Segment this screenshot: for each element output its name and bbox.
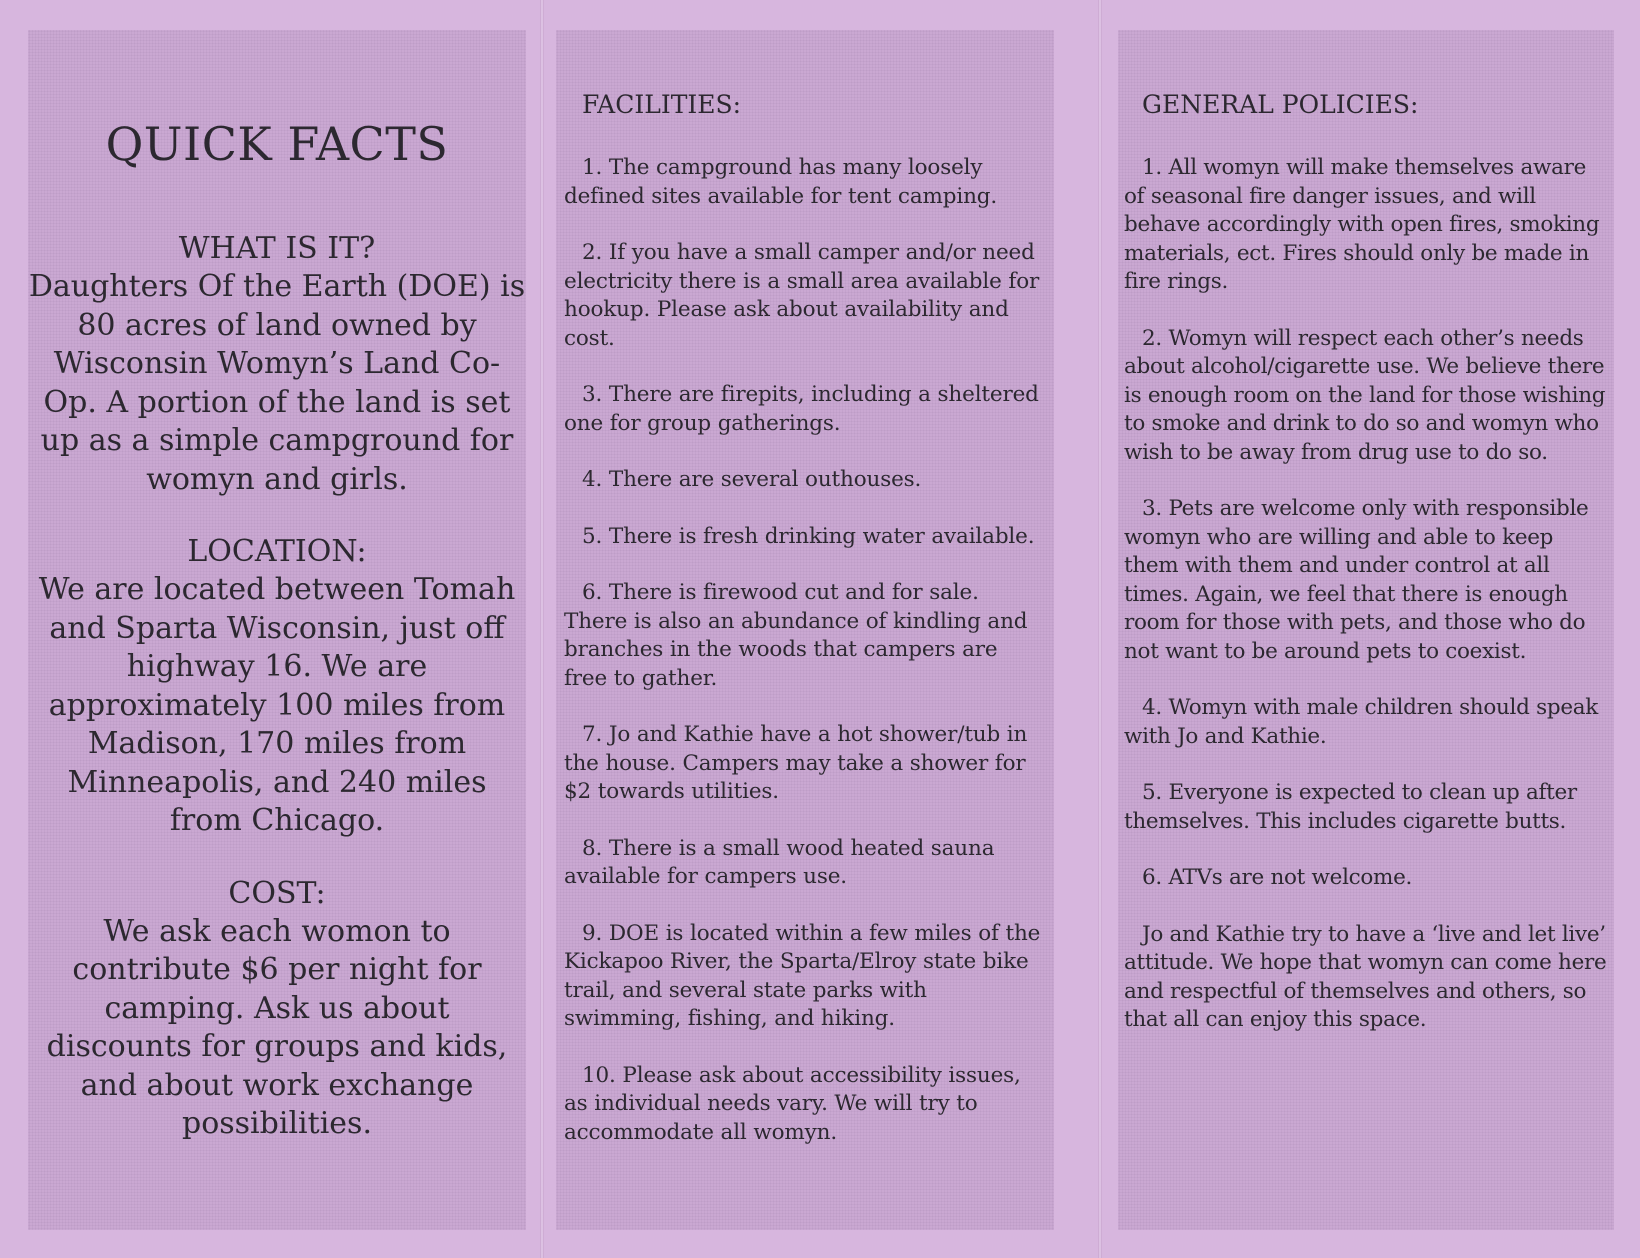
policy-item: 6. ATVs are not welcome. [1142,865,1413,890]
policy-item: 3. Pets are welcome only with responsible womyn who are willing and able to keep them with them and under control at all times. Again, we feel that there is enough room for those with pets, and those who do not want to be around pets to coexist. [1124,496,1589,664]
facility-item: 7. Jo and Kathie have a hot shower/tub in the house. Campers may take a shower for $2 towards utilities. [564,722,1028,804]
general-policies-heading: GENERAL POLICIES: [1142,90,1419,119]
location-heading: LOCATION: [187,534,367,569]
policy-item: 4. Womyn with male children should speak with Jo and Kathie. [1124,695,1598,749]
policy-item: 1. All womyn will make themselves aware of seasonal fire danger issues, and will behave accordingly with open fires, smoking materials, ect. Fires should only be made in fire rings. [1124,155,1600,294]
facility-item: 2. If you have a small camper and/or need electricity there is a small area available for hookup. Please ask about availability and cost. [564,240,1040,351]
facility-item: 6. There is firewood cut and for sale. There is also an abundance of kindling and branches in the woods that campers are free to gather. [564,580,1028,691]
facilities-panel [556,30,1054,1230]
facility-item: 9. DOE is located within a few miles of the Kickapoo River, the Sparta/Elroy state bike trail, and several state parks with swimming, fishing, and hiking. [564,920,1041,1031]
facility-item: 3. There are firepits, including a sheltered one for group gatherings. [564,382,1039,436]
general-policies-panel [1118,30,1614,1230]
what-is-it-text: Daughters Of the Earth (DOE) is 80 acres of land owned by Wisconsin Womyn’s Land Co-Op. A portion of the land is set up as a simple campground for womyn and girls. [28,269,526,497]
fold-line-left [540,0,544,1258]
facility-item: 5. There is fresh drinking water available. [582,523,1035,549]
facility-item: 10. Please ask about accessibility issues, as individual needs vary. We will try to accommodate all womyn. [564,1062,1021,1145]
policy-item: 5. Everyone is expected to clean up after themselves. This includes cigarette butts. [1124,780,1577,834]
fold-line-right [1098,0,1102,1258]
cost-heading: COST: [228,875,326,911]
policy-item: 2. Womyn will respect each other’s needs about alcohol/cigarette use. We believe there is enough room on the land for those wishing to smoke and drink to do so and womyn who wish to be away from drug use to do so. [1124,325,1606,465]
facility-item: 8. There is a small wood heated sauna available for campers use. [564,835,995,889]
cost-text: We ask each womon to contribute $6 per night for camping. Ask us about discounts for groups and kids, and about work exchange possibilities. [46,913,508,1141]
quick-facts-panel [28,30,526,1230]
policies-closing-text: Jo and Kathie try to have a ‘live and let live’ attitude. We hope that womyn can come here and respectful of themselves and others, so that all can enjoy this space. [1124,921,1607,1032]
facility-item: 1. The campground has many loosely defined sites available for tent camping. [564,155,998,209]
facilities-heading: FACILITIES: [582,90,742,119]
facility-item: 4. There are several outhouses. [582,467,922,492]
quick-facts-title: QUICK FACTS [105,117,449,171]
location-text: We are located between Tomah and Sparta Wisconsin, just off highway 16. We are approximately 100 miles from Madison, 170 miles from Minneapolis, and 240 miles from Chicago. [38,572,516,838]
what-is-it-heading: WHAT IS IT? [178,231,376,266]
